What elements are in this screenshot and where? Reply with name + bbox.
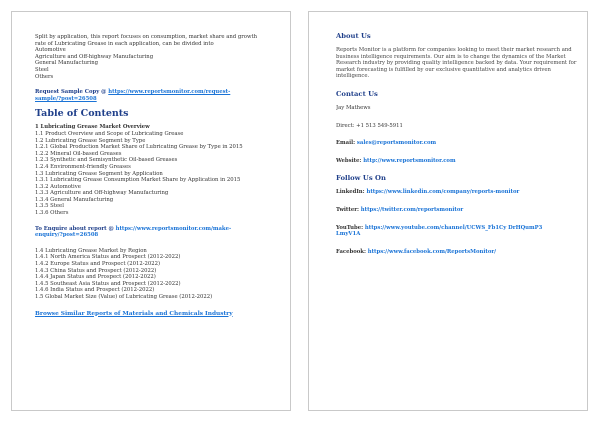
email-row	[336, 140, 582, 147]
toc-item: 1.4.2 Europe Status and Prospect (2012-2022)	[35, 261, 161, 268]
toc-item: 1.4.1 North America Status and Prospect (2012-2022)	[35, 254, 181, 261]
website-link[interactable]: http://www.reportsmonitor.com	[363, 157, 456, 164]
website-label: Website:	[336, 157, 364, 164]
intro-line: Automotive	[35, 47, 66, 54]
contact-name: Jay Mathews	[336, 104, 371, 111]
toc-heading: 1 Lubricating Grease Market Overview	[35, 124, 150, 131]
toc-item: 1.3 Lubricating Grease Segment by Application	[35, 170, 163, 177]
twitter-label: Twitter:	[336, 206, 361, 213]
toc-item: 1.2.4 Environment-friendly Greases	[35, 163, 131, 170]
sample-request-label: Request Sample Copy @	[35, 89, 109, 96]
toc-item: 1.3.4 General Manufacturing	[35, 196, 114, 203]
intro-block	[35, 34, 285, 80]
enquire-link-cont[interactable]: enquiry/?post=26508	[35, 232, 99, 239]
sample-request-link[interactable]: https://www.reportsmonitor.com/request-	[108, 89, 231, 96]
intro-line: General Manufacturing	[35, 60, 99, 67]
sample-request-link-cont[interactable]: sample/?post=26508	[35, 95, 97, 102]
youtube-label: YouTube:	[336, 224, 365, 231]
browse-similar-reports-link[interactable]: Browse Similar Reports of Materials and Chemicals Industry	[35, 310, 233, 317]
twitter-link[interactable]: https://twitter.com/reportsmonitor	[360, 206, 464, 213]
intro-line: Agriculture and Off-highway Manufacturing	[35, 53, 154, 60]
toc-item: 1.3.3 Agriculture and Off-highway Manufacturing	[35, 190, 169, 197]
document-page-right	[308, 11, 588, 411]
toc-item: 1.4.4 Japan Status and Prospect (2012-2022)	[35, 274, 156, 281]
direct-phone: Direct: +1 513 549-5911	[336, 122, 403, 129]
toc-item: 1.2.1 Global Production Market Share of Lubricating Grease by Type in 2015	[35, 144, 243, 151]
toc-item: 1.2 Lubricating Grease Segment by Type	[35, 137, 146, 144]
toc-item: 1.4 Lubricating Grease Market by Region	[35, 247, 147, 254]
about-title: About Us	[336, 32, 371, 40]
intro-line: Steel	[35, 66, 49, 73]
sample-request-block	[35, 89, 285, 102]
youtube-link[interactable]: https://www.youtube.com/channel/UCWS_Fb1Cy DrHQumP3	[364, 224, 543, 231]
youtube-link-cont[interactable]: LmyV1A	[336, 231, 361, 238]
linkedin-link[interactable]: https://www.linkedin.com/company/reports-monitor	[366, 189, 520, 196]
toc-title: Table of Contents	[35, 108, 129, 120]
enquire-label: To Enquire about report @	[35, 225, 116, 232]
document-page-left	[11, 11, 291, 411]
email-link[interactable]: sales@reportsmonitor.com	[356, 140, 437, 147]
toc-item: 1.2.2 Mineral Oil-based Greases	[35, 150, 122, 157]
toc-item: 1.4.3 China Status and Prospect (2012-2022)	[35, 267, 157, 274]
toc-item: 1.3.5 Steel	[35, 203, 64, 210]
intro-line: rate of Lubricating Grease in each application, can be divided into	[35, 40, 214, 47]
toc-item: 1.2.3 Synthetic and Semisynthetic Oil-based Greases	[35, 157, 178, 164]
facebook-link[interactable]: https://www.facebook.com/ReportsMonitor/	[367, 248, 497, 255]
intro-line: Split by application, this report focuses on consumption, market share and growth	[35, 34, 258, 40]
toc-list	[35, 124, 285, 216]
intro-line: Others	[35, 73, 54, 80]
email-label: Email:	[336, 140, 357, 147]
region-list	[35, 248, 285, 301]
linkedin-label: LinkedIn:	[336, 189, 367, 196]
facebook-row	[336, 249, 582, 256]
about-text: Reports Monitor is a platform for companies looking to meet their market research and business intelligence requirements. Our aim is to change the dynamics of the Market Research industry by providing quality intelligence backed by data. Your requirement for market forecasting is fulfilled by our exclusive quantitative and analytics driven intelligence.	[336, 47, 577, 80]
enquire-link[interactable]: https://www.reportsmonitor.com/make-	[115, 225, 232, 232]
toc-item: 1.3.6 Others	[35, 210, 69, 217]
toc-item: 1.3.1 Lubricating Grease Consumption Market Share by Application in 2015	[35, 177, 241, 184]
follow-title: Follow Us On	[336, 174, 386, 183]
website-row	[336, 158, 582, 165]
enquire-block	[35, 226, 285, 239]
facebook-label: Facebook:	[336, 248, 368, 255]
toc-item: 1.3.2 Automotive	[35, 183, 81, 190]
page-right-content	[336, 32, 582, 404]
toc-item: 1.1 Product Overview and Scope of Lubricating Grease	[35, 130, 184, 137]
toc-item: 1.5 Global Market Size (Value) of Lubricating Grease (2012-2022)	[35, 294, 213, 300]
linkedin-row	[336, 189, 582, 196]
page-left-content	[35, 34, 285, 406]
contact-title: Contact Us	[336, 89, 378, 98]
toc-item: 1.4.6 India Status and Prospect (2012-2022)	[35, 287, 155, 294]
browse-block	[35, 311, 285, 317]
youtube-row	[336, 225, 582, 232]
twitter-row	[336, 207, 582, 214]
toc-item: 1.4.5 Southeast Asia Status and Prospect (2012-2022)	[35, 280, 181, 287]
